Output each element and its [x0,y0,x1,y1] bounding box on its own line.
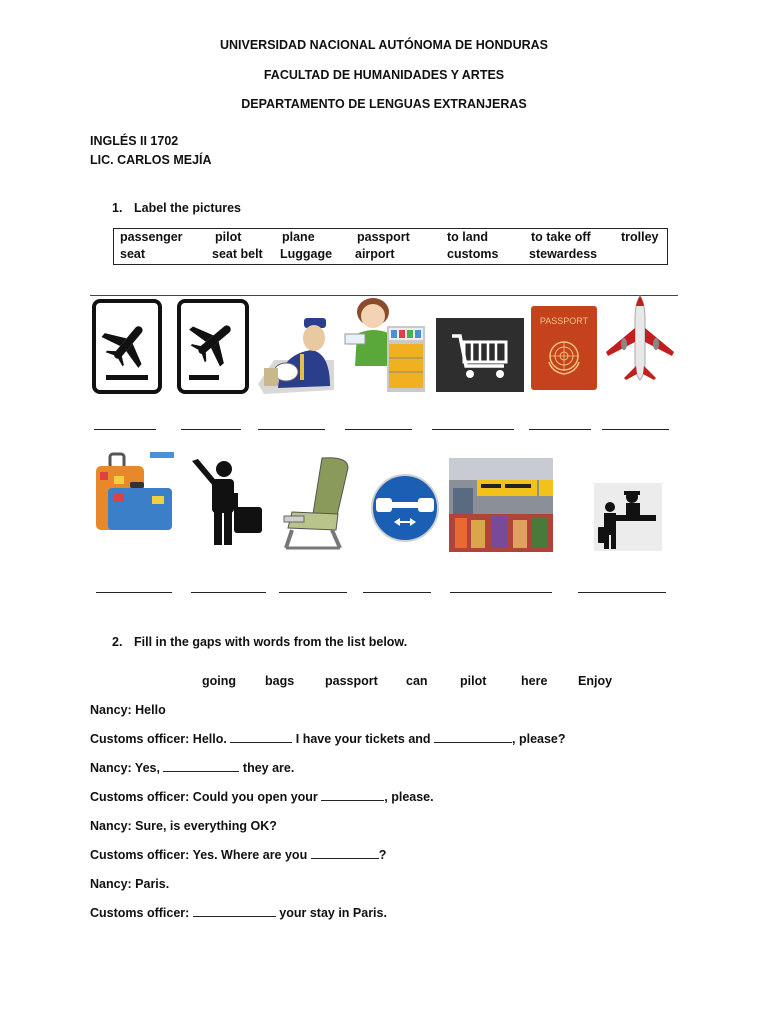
luggage-illustration [94,452,174,534]
dialogue-text: Customs officer: [90,906,193,920]
seat-belt-sign-icon [370,468,440,548]
trolley-icon [436,318,524,392]
passport-cover-text: PASSPORT [539,316,589,326]
answer-blank[interactable] [578,592,666,593]
answer-blank[interactable] [96,592,172,593]
answer-blank[interactable] [602,429,669,430]
gap-word: pilot [460,674,487,688]
gap-blank[interactable] [434,732,512,743]
customs-icon [594,483,662,551]
dialogue-line [90,703,166,717]
section1-title-text: Label the pictures [134,201,241,215]
gap-word: passport [325,674,378,688]
answer-blank[interactable] [450,592,552,593]
section1-title [112,201,241,215]
dialogue-text: Customs officer: Hello. [90,732,231,746]
word-bank-item: to land [447,230,488,244]
dialogue-line [90,877,169,891]
dialogue-line [90,848,386,862]
word-bank-item: seat [120,247,146,261]
gap-word: here [521,674,548,688]
dialogue-text: , please. [384,790,434,804]
dialogue-line [90,790,434,804]
word-bank-item: stewardess [529,247,598,261]
dialogue-line [90,732,566,746]
word-bank-item: pilot [215,230,242,244]
answer-blank[interactable] [529,429,591,430]
gap-word: bags [265,674,295,688]
word-bank-box [113,228,668,265]
section1-number: 1. [112,201,123,215]
answer-blank[interactable] [363,592,431,593]
word-bank-item: seat belt [212,247,263,261]
stewardess-illustration [343,296,427,394]
word-bank-item: trolley [621,230,659,244]
pilot-illustration [254,310,338,395]
gap-word: can [406,674,428,688]
university-name: UNIVERSIDAD NACIONAL AUTÓNOMA DE HONDURAS [219,38,548,52]
answer-blank[interactable] [181,429,241,430]
takeoff-sign-icon [177,299,249,394]
un-emblem-icon [544,336,584,376]
passport-cover [531,306,597,390]
section2-title [112,635,407,649]
word-bank-item: customs [447,247,499,261]
plane-illustration [604,294,676,386]
answer-blank[interactable] [432,429,514,430]
word-bank-item: to take off [531,230,591,244]
answer-blank[interactable] [279,592,347,593]
passenger-icon [188,457,264,547]
answer-blank[interactable] [94,429,156,430]
dialogue-text: Customs officer: Could you open your [90,790,322,804]
faculty-name: FACULTAD DE HUMANIDADES Y ARTES [263,68,505,82]
dialogue-text: Customs officer: Yes. Where are you [90,848,311,862]
dialogue-text: Nancy: Sure, is everything OK? [90,819,277,833]
seat-illustration [278,456,352,550]
gap-blank[interactable] [311,848,379,859]
gap-blank[interactable] [163,761,239,772]
word-bank-item: airport [355,247,395,261]
landing-sign-icon [92,299,162,394]
dialogue-line [90,819,277,833]
gap-blank[interactable] [321,790,384,801]
word-bank-item: plane [282,230,315,244]
answer-blank[interactable] [345,429,412,430]
dialogue-line [90,906,387,920]
answer-blank[interactable] [191,592,266,593]
airport-photo [449,458,553,552]
course-code: INGLÉS II 1702 [90,134,179,148]
word-bank-item: Luggage [280,247,333,261]
section2-number: 2. [112,635,123,649]
answer-blank[interactable] [258,429,325,430]
dialogue-text: Nancy: Hello [90,703,166,717]
word-bank-item: passenger [120,230,183,244]
gap-blank[interactable] [230,732,292,743]
gap-word: going [202,674,237,688]
dialogue-text: Nancy: Yes, [90,761,164,775]
dialogue-text: I have your tickets and [292,732,435,746]
dialogue-text: , please? [512,732,566,746]
dialogue-text: they are. [239,761,295,775]
gap-word: Enjoy [578,674,613,688]
teacher-name: LIC. CARLOS MEJÍA [90,153,212,167]
dialogue-text: ? [378,848,387,862]
dialogue-line [90,761,294,775]
word-bank-item: passport [357,230,410,244]
dialogue-text: Nancy: Paris. [90,877,170,891]
gap-blank[interactable] [193,906,276,917]
department-name: DEPARTAMENTO DE LENGUAS EXTRANJERAS [241,97,527,111]
dialogue-text: your stay in Paris. [275,906,387,920]
section2-title-text: Fill in the gaps with words from the list below. [134,635,408,649]
